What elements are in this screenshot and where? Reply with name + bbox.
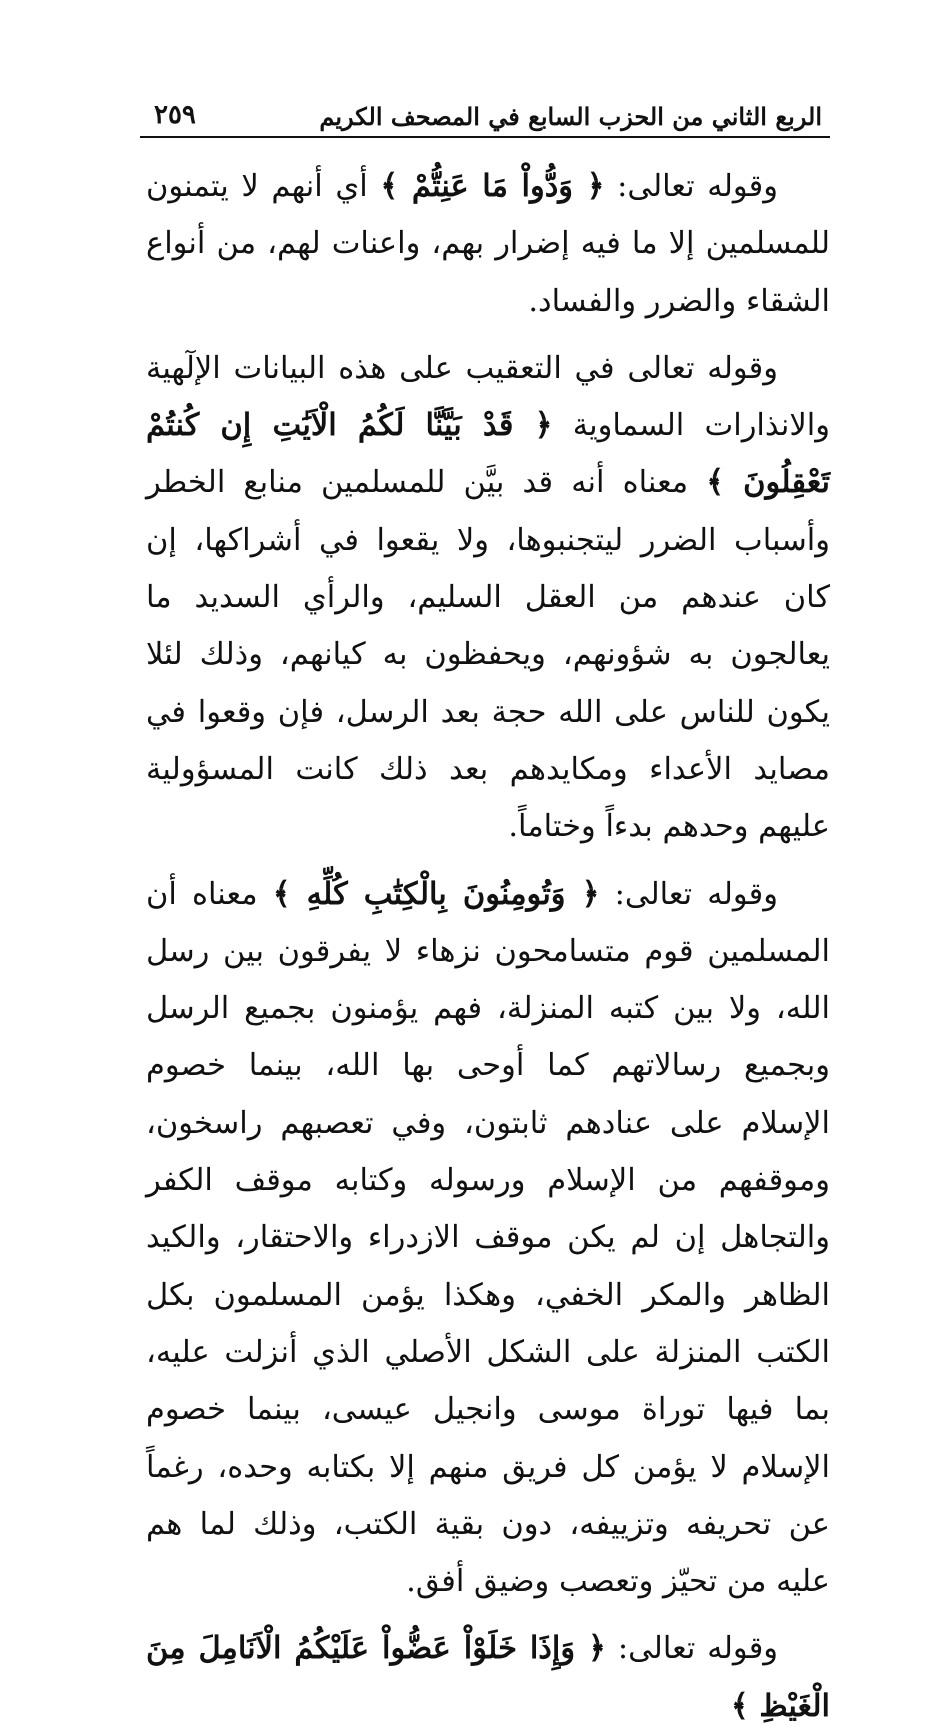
- paragraph-text: أي أنهم لا يتمنون للمسلمين إلا ما فيه إضرار بهم، واعنات لهم، من أنواع الشقاء والضرر والفساد.: [146, 169, 830, 319]
- paragraph-lead: وقوله تعالى:: [604, 169, 778, 204]
- quran-verse: ﴿ وَدُّواْ مَا عَنِتُّمْ ﴾: [380, 168, 605, 204]
- paragraph: [146, 340, 830, 856]
- paragraph-lead: وقوله تعالى في التعقيب على هذه البيانات الإلٓهية والانذارات السماوية: [146, 350, 830, 444]
- paragraph: [146, 158, 830, 330]
- running-title: الربع الثاني من الحزب السابع في المصحف الكريم: [319, 102, 822, 131]
- paragraph: [146, 1620, 830, 1735]
- body-text: [146, 158, 830, 1735]
- quran-verse: ﴿ قَدْ بَيَّنَّا لَكُمُ الْاَيَٰتِ إِن كُنتُمْ تَعْقِلُونَ ﴾: [146, 407, 831, 501]
- paragraph: [146, 866, 830, 1611]
- paragraph-text: معناه أنه قد بيَّن للمسلمين منابع الخطر وأسباب الضرر ليتجنبوها، ولا يقعوا في أشراكها، إن كان عندهم من العقل السليم، والرأي السديد ما يعالجون به شؤونهم، ويحفظون به كيانهم، وذلك لئلا يكون للناس على الله حجة بعد الرسل، فإن وقعوا في مصايد الأعداء ومكايدهم بعد ذلك كانت المسؤولية عليهم وحدهم بدءاً وختاماً.: [146, 465, 830, 845]
- paragraph-lead: وقوله تعالى:: [599, 876, 778, 912]
- page-number: ٢٥٩: [154, 100, 196, 130]
- paragraph-lead: وقوله تعالى:: [605, 1631, 779, 1667]
- page-header: [140, 94, 830, 138]
- quran-verse: ﴿ وَإِذَا خَلَوْاْ عَضُّواْ عَلَيْكُمُ الْاَنَامِلَ مِنَ الْغَيْظِ ﴾: [146, 1630, 830, 1724]
- quran-verse: ﴿ وَتُومِنُونَ بِالْكِتَٰبِ كُلِّهِ ﴾: [272, 875, 600, 912]
- paragraph-text: معناه أن المسلمين قوم متسامحون نزهاء لا يفرقون بين رسل الله، ولا بين كتبه المنزلة، فهم يؤمنون بجميع الرسل وبجميع رسالاتهم كما أوحى بها الله، بينما خصوم الإسلام على عنادهم ثابتون، وفي تعصبهم راسخون، وموقفهم من الإسلام ورسوله وكتابه موقف الكفر والتجاهل إن لم يكن موقف الازدراء والاحتقار، والكيد الظاهر والمكر الخفي، وهكذا يؤمن المسلمون بكل الكتب المنزلة على الشكل الأصلي الذي أنزلت عليه، بما فيها توراة موسى وانجيل عيسى، بينما خصوم الإسلام لا يؤمن كل فريق منهم إلا بكتابه وحده، رغماً عن تحريفه وتزييفه، دون بقية الكتب، وذلك لما هم عليه من تحيّز وتعصب وضيق أفق.: [146, 876, 830, 1600]
